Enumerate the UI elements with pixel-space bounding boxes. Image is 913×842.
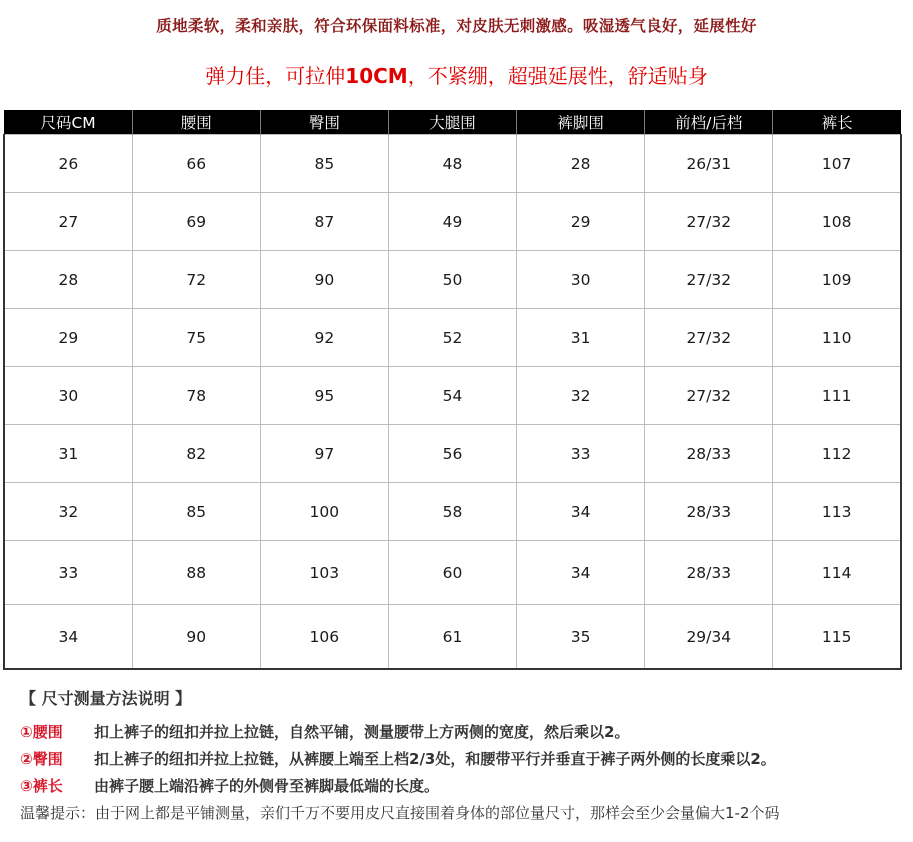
note-text: 扣上裤子的纽扣并拉上拉链，自然平铺，测量腰带上方两侧的宽度，然后乘以2。 <box>94 723 630 741</box>
table-cell: 66 <box>132 135 260 193</box>
table-cell: 58 <box>388 483 516 541</box>
table-cell: 106 <box>260 605 388 669</box>
elasticity-suffix: ，不紧绷，超强延展性，舒适贴身 <box>407 64 708 88</box>
table-cell: 27/32 <box>645 193 773 251</box>
elasticity-description-line <box>0 60 913 89</box>
table-cell: 85 <box>132 483 260 541</box>
table-cell: 72 <box>132 251 260 309</box>
table-cell: 48 <box>388 135 516 193</box>
table-cell: 75 <box>132 309 260 367</box>
table-cell: 28/33 <box>645 425 773 483</box>
note-text: 扣上裤子的纽扣并拉上拉链，从裤腰上端至上档2/3处，和腰带平行并垂直于裤子两外侧的长度乘以2。 <box>94 750 776 768</box>
table-cell: 31 <box>4 425 132 483</box>
table-cell: 26/31 <box>645 135 773 193</box>
table-cell: 28/33 <box>645 483 773 541</box>
table-cell: 103 <box>260 541 388 605</box>
table-cell: 107 <box>773 135 901 193</box>
table-cell: 109 <box>773 251 901 309</box>
table-cell: 85 <box>260 135 388 193</box>
table-row <box>4 135 901 193</box>
table-cell: 92 <box>260 309 388 367</box>
table-cell: 32 <box>4 483 132 541</box>
header-thigh: 大腿围 <box>388 110 516 135</box>
table-cell: 27/32 <box>645 251 773 309</box>
table-cell: 27 <box>4 193 132 251</box>
table-cell: 52 <box>388 309 516 367</box>
table-cell: 100 <box>260 483 388 541</box>
table-cell: 34 <box>517 541 645 605</box>
table-cell: 110 <box>773 309 901 367</box>
size-chart-header-row <box>4 110 901 135</box>
table-cell: 27/32 <box>645 367 773 425</box>
table-row <box>4 367 901 425</box>
table-cell: 61 <box>388 605 516 669</box>
header-hip: 臀围 <box>260 110 388 135</box>
table-cell: 32 <box>517 367 645 425</box>
feature-description-line: 质地柔软，柔和亲肤，符合环保面料标准，对皮肤无刺激感。吸湿透气良好，延展性好 <box>156 16 757 35</box>
table-cell: 87 <box>260 193 388 251</box>
notes-tip: 温馨提示：由于网上都是平铺测量，亲们千万不要用皮尺直接围着身体的部位量尺寸，那样会至少会量偏大1-2个码 <box>20 804 780 822</box>
table-cell: 54 <box>388 367 516 425</box>
table-cell: 108 <box>773 193 901 251</box>
table-cell: 95 <box>260 367 388 425</box>
note-label: ③裤长 <box>20 777 63 795</box>
header-hem: 裤脚围 <box>517 110 645 135</box>
table-cell: 78 <box>132 367 260 425</box>
table-cell: 27/32 <box>645 309 773 367</box>
elasticity-prefix: 弹力佳，可拉伸 <box>205 64 346 88</box>
table-cell: 28 <box>517 135 645 193</box>
table-row <box>4 251 901 309</box>
table-cell: 28/33 <box>645 541 773 605</box>
table-cell: 114 <box>773 541 901 605</box>
table-cell: 26 <box>4 135 132 193</box>
table-cell: 34 <box>517 483 645 541</box>
notes-title: 【 尺寸测量方法说明 】 <box>20 689 192 708</box>
header-size: 尺码CM <box>4 110 132 135</box>
table-cell: 29 <box>4 309 132 367</box>
table-cell: 28 <box>4 251 132 309</box>
note-label: ②臀围 <box>20 750 63 768</box>
note-label: ①腰围 <box>20 723 63 741</box>
table-row <box>4 605 901 669</box>
table-row <box>4 541 901 605</box>
note-waist <box>20 719 913 746</box>
table-cell: 34 <box>4 605 132 669</box>
header-length: 裤长 <box>773 110 901 135</box>
table-cell: 112 <box>773 425 901 483</box>
note-hip <box>20 746 913 773</box>
table-row <box>4 309 901 367</box>
table-cell: 88 <box>132 541 260 605</box>
table-cell: 90 <box>132 605 260 669</box>
table-cell: 33 <box>4 541 132 605</box>
table-cell: 49 <box>388 193 516 251</box>
measurement-notes <box>20 686 913 827</box>
stretch-amount: 10CM <box>345 64 408 88</box>
table-cell: 50 <box>388 251 516 309</box>
table-cell: 29/34 <box>645 605 773 669</box>
table-cell: 31 <box>517 309 645 367</box>
table-cell: 33 <box>517 425 645 483</box>
table-cell: 90 <box>260 251 388 309</box>
header-rise: 前档/后档 <box>645 110 773 135</box>
note-length <box>20 773 913 800</box>
table-cell: 111 <box>773 367 901 425</box>
header-waist: 腰围 <box>132 110 260 135</box>
size-chart-table <box>3 110 902 670</box>
note-text: 由裤子腰上端沿裤子的外侧骨至裤脚最低端的长度。 <box>94 777 440 795</box>
table-cell: 56 <box>388 425 516 483</box>
table-cell: 69 <box>132 193 260 251</box>
table-cell: 30 <box>4 367 132 425</box>
table-cell: 30 <box>517 251 645 309</box>
table-row <box>4 425 901 483</box>
table-cell: 115 <box>773 605 901 669</box>
table-cell: 97 <box>260 425 388 483</box>
table-cell: 35 <box>517 605 645 669</box>
table-cell: 113 <box>773 483 901 541</box>
table-row <box>4 193 901 251</box>
table-cell: 60 <box>388 541 516 605</box>
table-row <box>4 483 901 541</box>
table-cell: 82 <box>132 425 260 483</box>
table-cell: 29 <box>517 193 645 251</box>
